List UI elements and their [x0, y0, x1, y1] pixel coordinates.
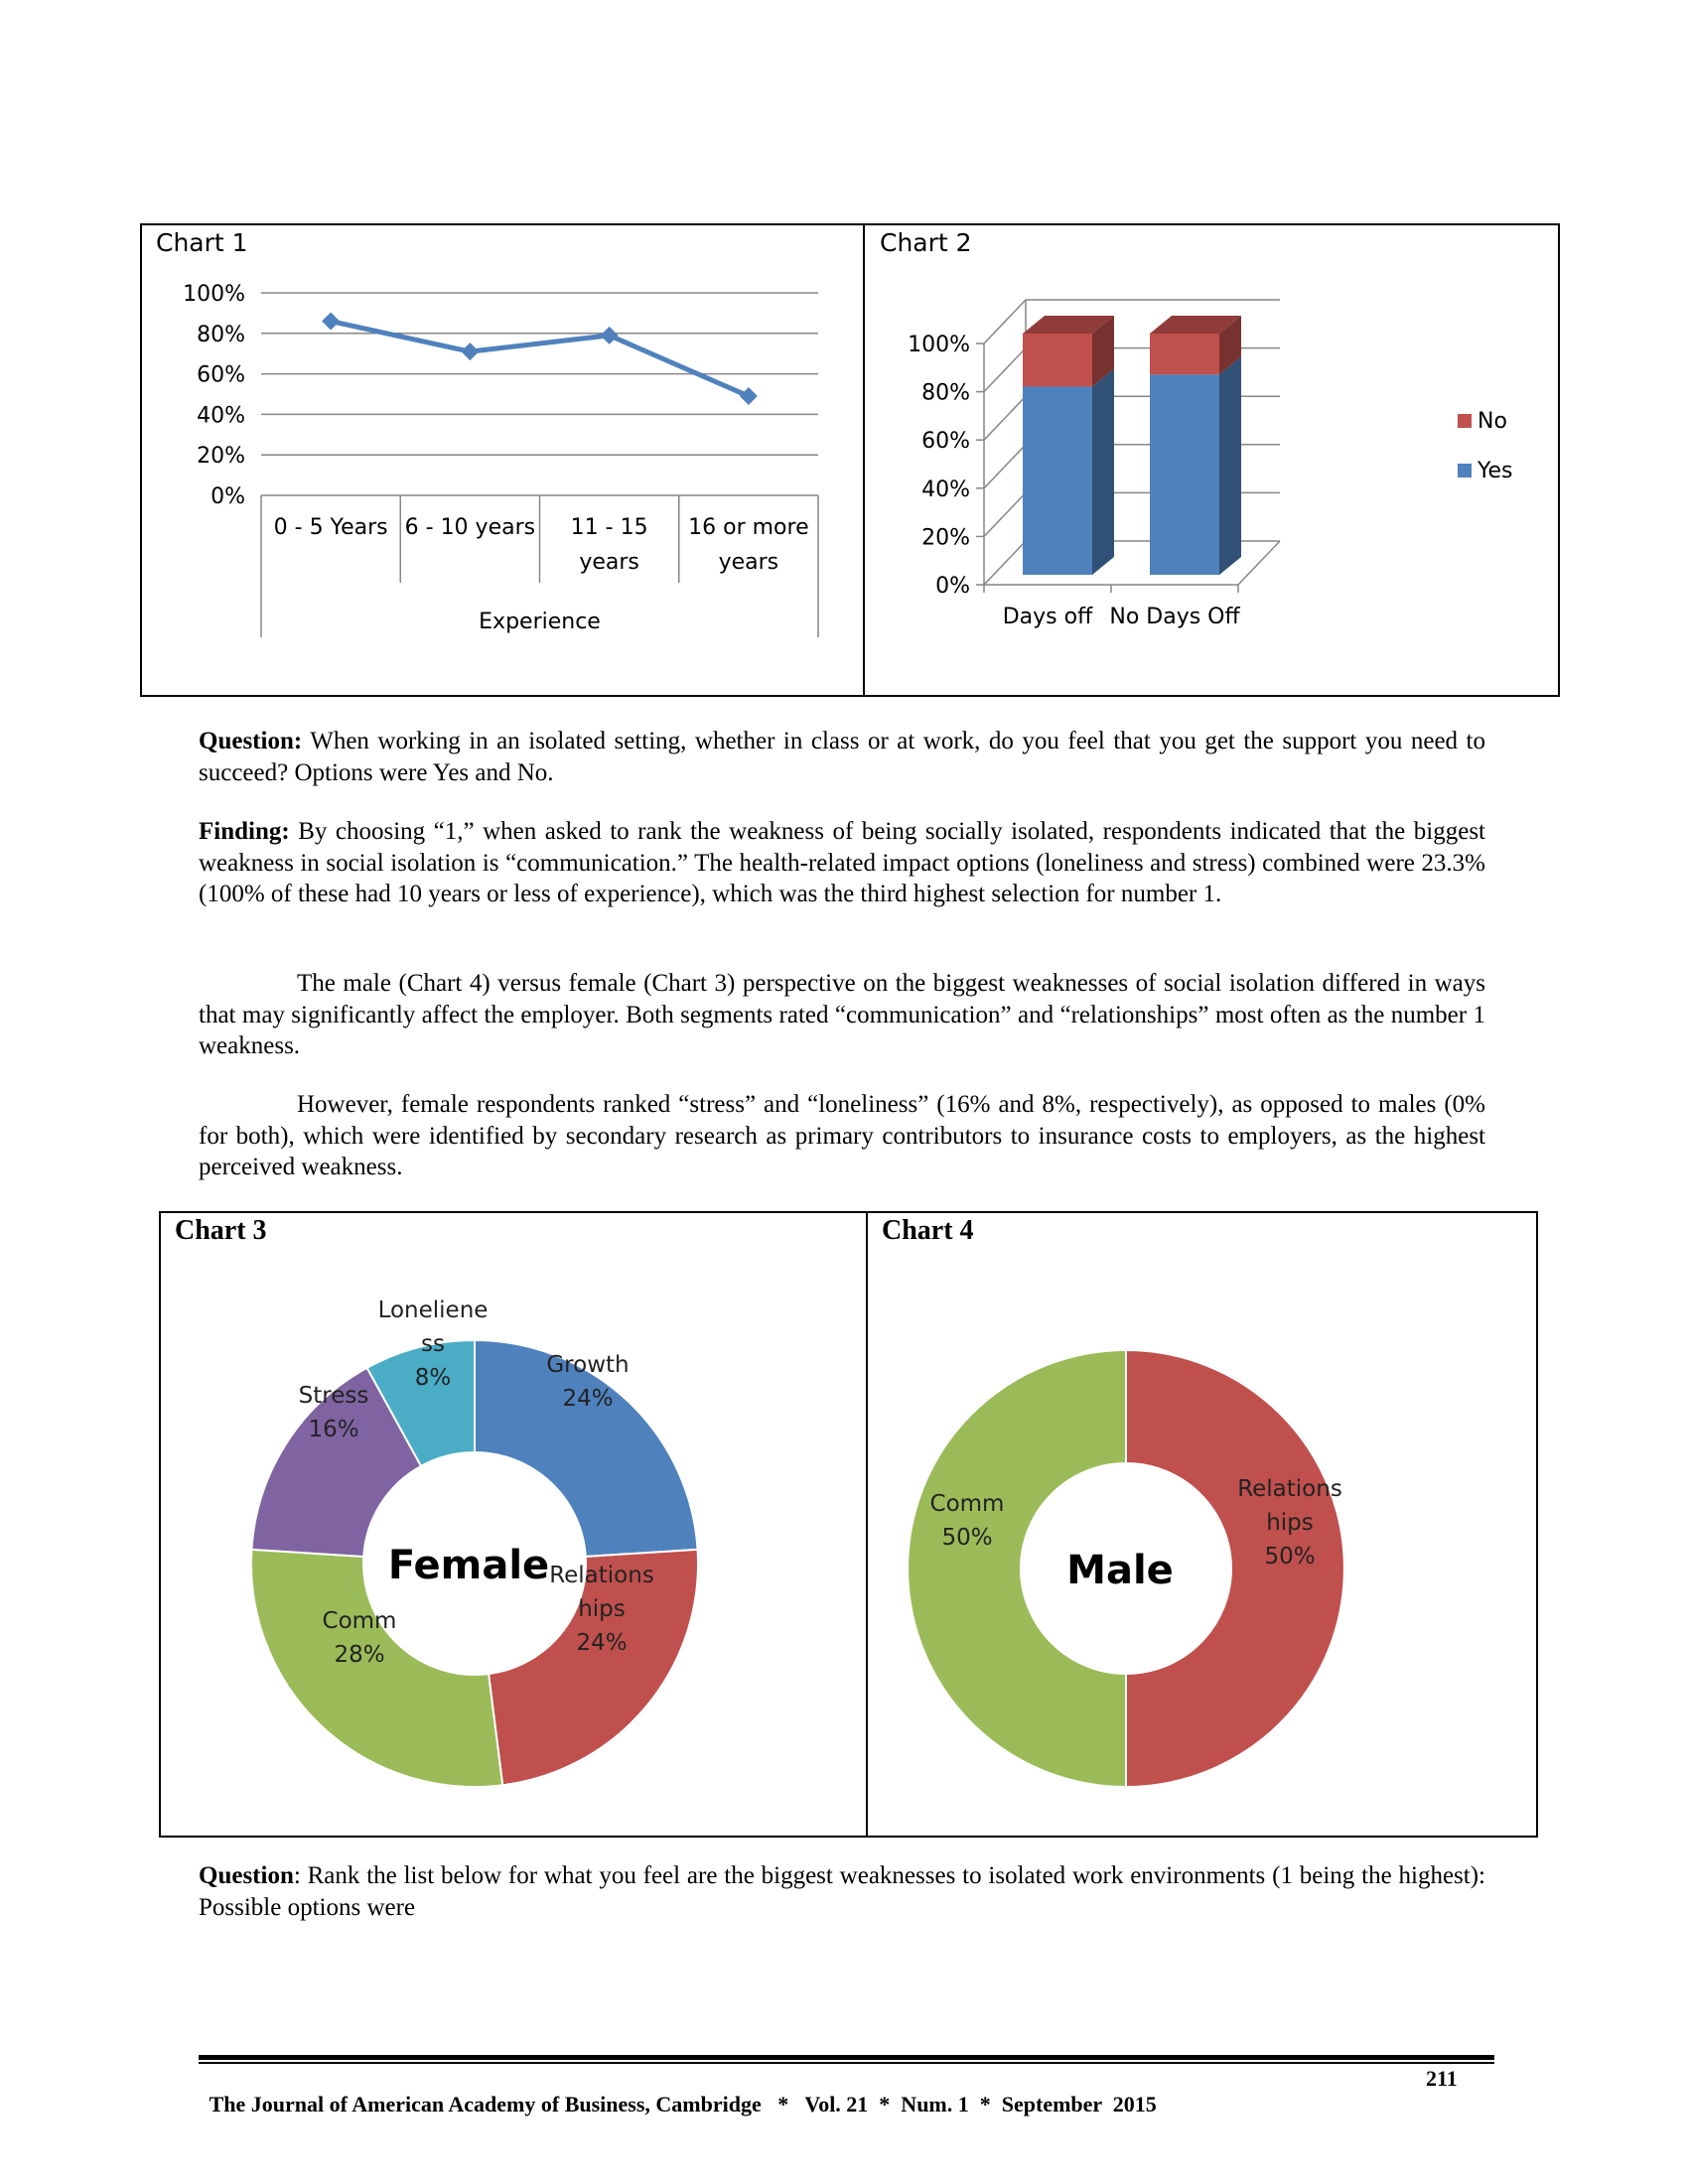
chart4-slice-label: hips: [1266, 1510, 1314, 1536]
question-1-label: Question:: [199, 728, 303, 754]
chart4-slice-label: Comm: [929, 1491, 1005, 1517]
chart2-depth-gridline: [984, 348, 1026, 392]
chart2-ytick-label: 0%: [935, 574, 970, 599]
chart2-legend-swatch: [1458, 464, 1472, 478]
question-2-label: Question: [199, 1862, 294, 1889]
paragraph-male-female: The male (Chart 4) versus female (Chart 3) perspective on the biggest weaknesses of social isolation differed in ways that may significantly affect the employer. Both segments rated “communication” and “relationships” most often as the number 1 weakness.: [199, 970, 1485, 1059]
chart2-depth-gridline: [984, 492, 1026, 536]
chart4-donut-chart: [868, 1251, 1535, 1835]
question-2-body: : Rank the list below for what you feel are the biggest weaknesses to isolated work environments (1 being the highest): Possible options were: [199, 1862, 1485, 1921]
chart4-slice-label: 50%: [941, 1525, 993, 1551]
chart2-bar-segment: [1150, 374, 1219, 575]
finding: [199, 816, 1485, 910]
chart1-ytick-label: 40%: [197, 403, 245, 429]
chart3-slice-label: Growth: [546, 1352, 630, 1378]
chart2-bar-segment: [1023, 386, 1092, 575]
chart2-floor-edge: [1238, 541, 1280, 585]
chart1-data-point: [601, 327, 619, 344]
footer: [199, 2066, 1494, 2143]
chart4-slice-label: 50%: [1264, 1544, 1316, 1570]
chart2-depth-gridline: [984, 445, 1026, 488]
chart2-xtick-label: No Days Off: [1109, 605, 1240, 629]
chart2-legend-swatch: [1458, 414, 1472, 428]
question-1: [199, 726, 1485, 788]
chart1-xtick-label: 0 - 5 Years: [273, 515, 388, 540]
chart1-xtick-label: years: [579, 550, 639, 575]
chart3-slice-label: 24%: [562, 1386, 614, 1412]
chart4-center-label: Male: [1066, 1548, 1174, 1593]
chart1-title: Chart 1: [156, 228, 248, 257]
paragraph-however: However, female respondents ranked “stress” and “loneliness” (16% and 8%, respectively), as opposed to males (0% for both), which were identified by secondary research as primary contributors to insurance costs to employers, as the highest perceived weakness.: [199, 1091, 1485, 1180]
chart3-slice-label: hips: [578, 1596, 626, 1622]
chart2-ytick-label: 60%: [921, 429, 970, 455]
chart1-ytick-label: 20%: [197, 444, 245, 470]
chart1-xtick-label: 16 or more: [688, 515, 809, 540]
chart3-slice-label: ss: [421, 1331, 445, 1357]
chart2-title: Chart 2: [880, 228, 972, 257]
chart1-data-point: [740, 387, 758, 405]
chart2-xtick-label: Days off: [1002, 605, 1093, 629]
chart2-ytick-label: 20%: [921, 525, 970, 551]
chart2-ytick-label: 100%: [908, 333, 970, 357]
chart2-ytick-label: 80%: [921, 380, 970, 406]
chart1-ytick-label: 0%: [211, 484, 245, 509]
chart2-depth-gridline: [984, 300, 1026, 343]
chart3-slice-label: 8%: [414, 1365, 452, 1391]
chart3-slice-label: 16%: [308, 1417, 359, 1442]
chart2-bar-side: [1092, 368, 1114, 575]
footer-rule-thick: [199, 2055, 1494, 2060]
chart1-data-point: [461, 342, 479, 360]
chart3-slice-label: Relations: [549, 1563, 654, 1588]
chart4-title: Chart 4: [882, 1215, 974, 1246]
page-number: 211: [1426, 2066, 1458, 2091]
chart1-ytick-label: 100%: [183, 282, 245, 307]
chart1-xtick-label: 11 - 15: [570, 515, 648, 540]
chart1-series-line: [331, 322, 749, 396]
chart2-bar-side: [1219, 356, 1241, 575]
chart1-xlabel: Experience: [479, 610, 601, 634]
chart3-center-label: Female: [387, 1543, 550, 1588]
chart1-ytick-label: 60%: [197, 362, 245, 388]
footer-journal: The Journal of American Academy of Business, Cambridge * Vol. 21 * Num. 1 * September 2015: [209, 2092, 1157, 2116]
footer-rule-thin: [199, 2062, 1494, 2064]
chart2-stacked-bar-chart: [865, 225, 1557, 695]
chart1-xtick-label: 6 - 10 years: [404, 515, 536, 540]
chart1-data-point: [322, 313, 340, 331]
chart3-slice-label: 28%: [334, 1642, 385, 1668]
chart3-slice-label: Loneliene: [377, 1297, 489, 1323]
chart3-slice-label: Stress: [298, 1383, 369, 1409]
chart1-ytick-label: 80%: [197, 322, 245, 347]
question-1-body: When working in an isolated setting, whether in class or at work, do you feel that you get the support you need to succeed? Options were Yes and No.: [199, 728, 1485, 786]
chart2-bar-segment: [1150, 334, 1219, 374]
chart2-ytick-label: 40%: [921, 477, 970, 502]
chart2-legend-label: Yes: [1477, 459, 1513, 483]
finding-label: Finding:: [199, 818, 290, 845]
chart3-slice-label: 24%: [576, 1630, 628, 1656]
question-2: [199, 1860, 1485, 1923]
finding-body: By choosing “1,” when asked to rank the weakness of being socially isolated, respondents indicated that the biggest weakness in social isolation is “communication.” The health-related impact options (loneliness and stress) combined were 23.3% (100% of these had 10 years or less of experience), which was the third highest selection for number 1.: [199, 818, 1485, 907]
chart3-donut-chart: [161, 1251, 864, 1835]
chart4-slice-label: Relations: [1237, 1476, 1342, 1502]
chart2-depth-gridline: [984, 396, 1026, 440]
chart2-depth-gridline: [984, 541, 1026, 585]
chart1-line-chart: [142, 225, 862, 695]
chart3-slice-label: Comm: [322, 1608, 397, 1634]
chart2-legend-label: No: [1477, 409, 1507, 434]
chart2-bar-segment: [1023, 334, 1092, 386]
chart3-title: Chart 3: [175, 1215, 267, 1246]
chart1-xtick-label: years: [718, 550, 779, 575]
